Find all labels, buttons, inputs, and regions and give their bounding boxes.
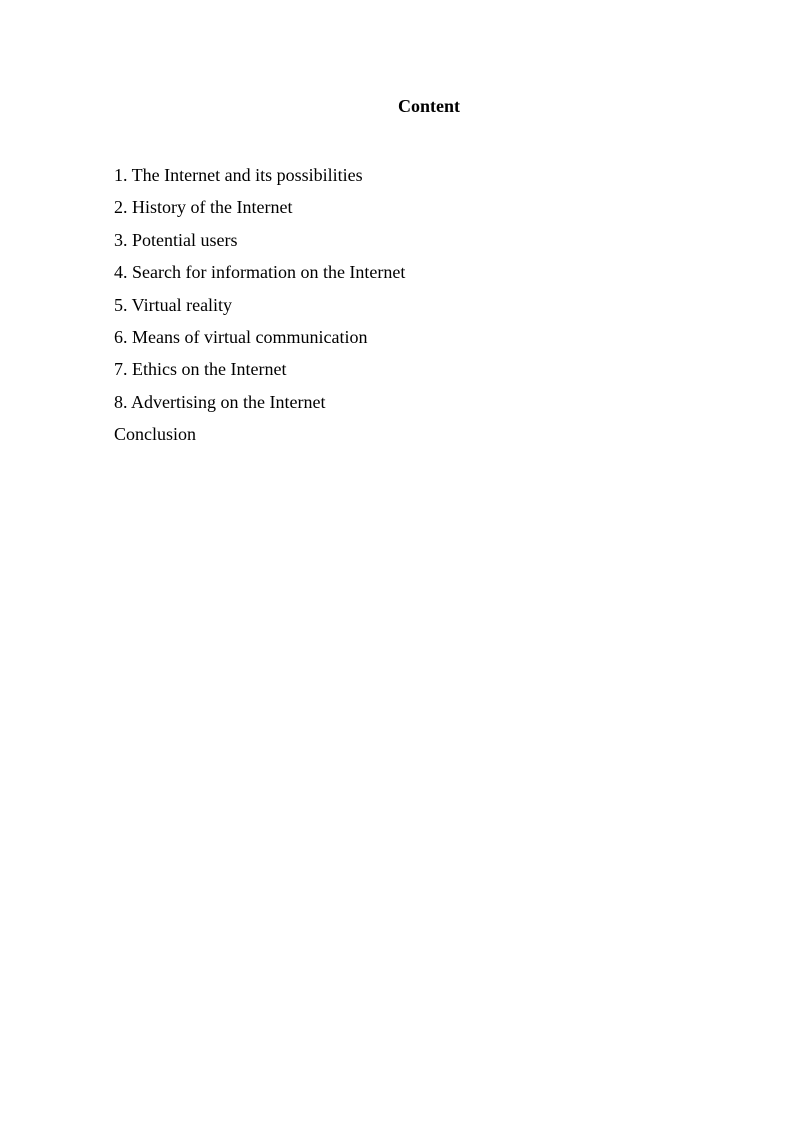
toc-item: 3. Potential users [114,229,238,250]
page-title: Content [398,96,460,116]
toc-item: 5. Virtual reality [114,294,233,315]
table-of-contents [114,159,405,451]
toc-item: 4. Search for information on the Internet [114,262,406,283]
toc-item-conclusion: Conclusion [114,424,197,445]
toc-item: 7. Ethics on the Internet [114,359,287,380]
toc-item: 1. The Internet and its possibilities [114,165,363,185]
toc-item: 2. History of the Internet [114,197,293,218]
toc-item: 6. Means of virtual communication [114,326,368,347]
toc-item: 8. Advertising on the Internet [114,391,326,412]
